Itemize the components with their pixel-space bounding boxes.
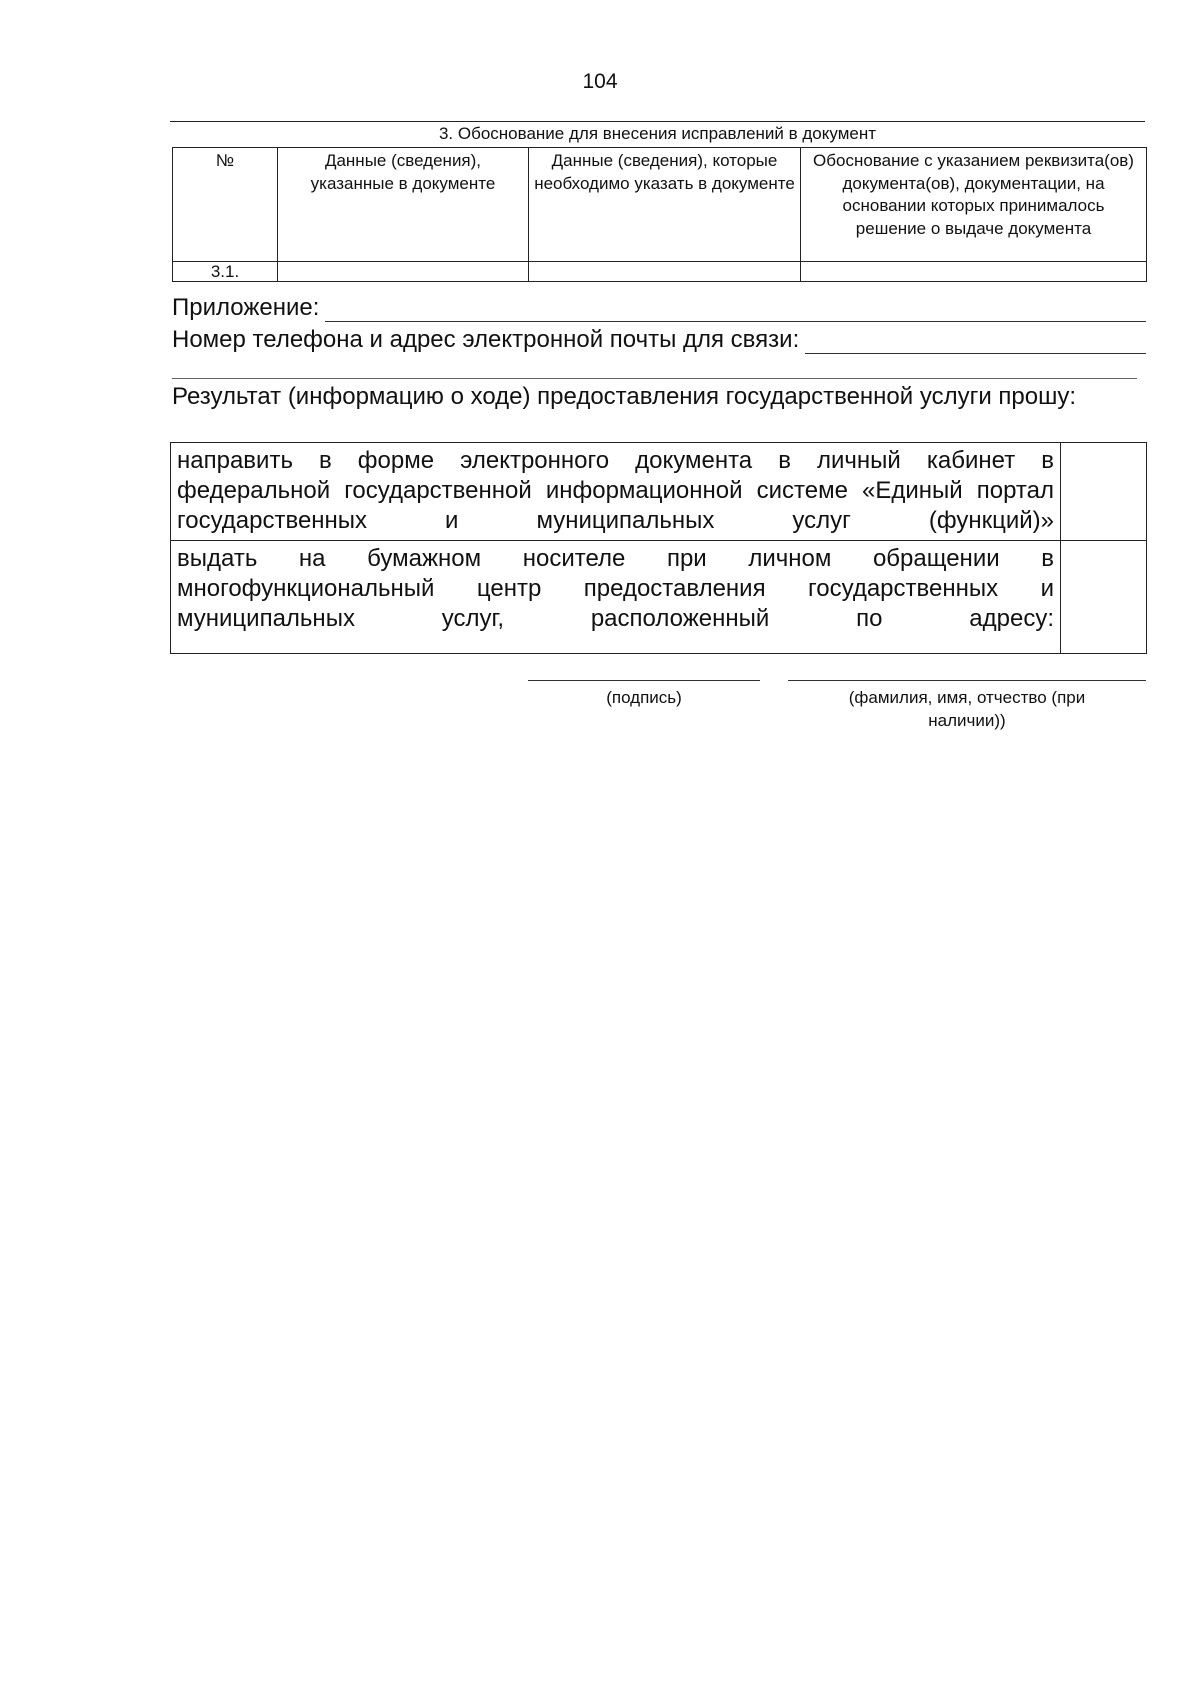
column-header-basis: Обоснование с указанием реквизита(ов) документа(ов), документации, на основании которых принималось решение о выдаче документа xyxy=(801,148,1147,262)
row-number: 3.1. xyxy=(173,262,278,282)
contact-field[interactable] xyxy=(805,331,1146,354)
result-option-checkbox[interactable] xyxy=(1061,443,1147,541)
corrections-table-header xyxy=(173,148,1147,262)
attachment-line xyxy=(172,294,1146,322)
signature-line[interactable] xyxy=(528,680,760,681)
result-options-table xyxy=(170,442,1147,654)
column-header-current-data: Данные (сведения), указанные в документе xyxy=(278,148,529,262)
result-option-paper xyxy=(171,541,1147,654)
column-header-required-data: Данные (сведения), которые необходимо указать в документе xyxy=(529,148,801,262)
column-header-number: № xyxy=(173,148,278,262)
result-option-text: направить в форме электронного документа в личный кабинет в федеральной государственной информационной системе «Единый портал государственных и муниципальных услуг (функций)» xyxy=(171,443,1061,541)
required-data-cell[interactable] xyxy=(529,262,801,282)
separator-line xyxy=(172,378,1137,379)
section-top-rule xyxy=(170,121,1145,122)
attachment-label: Приложение: xyxy=(172,294,320,321)
full-name-line[interactable] xyxy=(788,680,1146,681)
contact-line xyxy=(172,326,1146,354)
result-option-checkbox[interactable] xyxy=(1061,541,1147,654)
attachment-field[interactable] xyxy=(325,299,1146,322)
corrections-table xyxy=(172,147,1147,282)
result-option-text: выдать на бумажном носителе при личном обращении в многофункциональный центр предоставления государственных и муниципальных услуг, расположенный по адресу: xyxy=(171,541,1061,654)
result-intro: Результат (информацию о ходе) предоставления государственной услуги прошу: xyxy=(172,383,1077,410)
current-data-cell[interactable] xyxy=(278,262,529,282)
section3-title: 3. Обоснование для внесения исправлений в документ xyxy=(438,124,877,143)
full-name-caption: (фамилия, имя, отчество (при наличии)) xyxy=(848,688,1086,730)
contact-label: Номер телефона и адрес электронной почты для связи: xyxy=(172,326,800,353)
signature-caption: (подпись) xyxy=(606,688,682,707)
page-number: 104 xyxy=(582,70,618,93)
basis-cell[interactable] xyxy=(801,262,1147,282)
result-option-electronic xyxy=(171,443,1147,541)
table-row xyxy=(173,262,1147,282)
